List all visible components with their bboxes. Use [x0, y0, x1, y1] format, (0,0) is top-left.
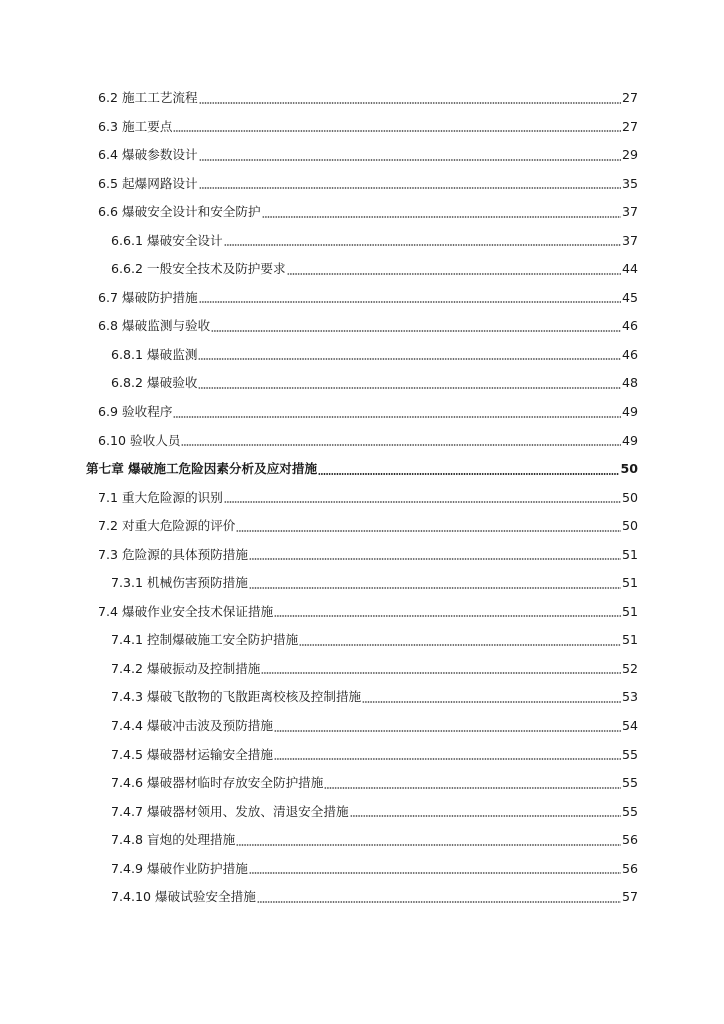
- toc-entry[interactable]: [0, 170, 724, 199]
- toc-entry-page-number: 51: [621, 546, 638, 562]
- toc-entry[interactable]: [0, 284, 724, 313]
- toc-entry-title: 6.5 起爆网路设计: [98, 175, 198, 191]
- toc-entry-title: 6.2 施工工艺流程: [98, 89, 198, 105]
- toc-entry-title: 7.4.8 盲炮的处理措施: [111, 832, 236, 848]
- dot-leader: [198, 350, 621, 360]
- toc-entry-page-number: 55: [621, 746, 638, 762]
- toc-chapter-entry[interactable]: [0, 455, 724, 484]
- toc-entry[interactable]: [0, 741, 724, 770]
- dot-leader: [224, 236, 621, 246]
- toc-entry-page-number: 35: [621, 175, 638, 191]
- dot-leader: [181, 436, 621, 446]
- dot-leader: [257, 893, 621, 903]
- toc-entry[interactable]: [0, 312, 724, 341]
- toc-entry[interactable]: [0, 255, 724, 284]
- toc-entry-page-number: 27: [621, 89, 638, 105]
- toc-entry[interactable]: [0, 598, 724, 627]
- toc-entry[interactable]: [0, 427, 724, 456]
- dot-leader: [274, 722, 621, 732]
- dot-leader: [199, 94, 621, 104]
- toc-entry-title: 7.4.4 爆破冲击波及预防措施: [111, 718, 273, 733]
- toc-entry-title: 6.8.1 爆破监测: [111, 346, 198, 362]
- toc-entry[interactable]: [0, 855, 724, 884]
- toc-entry-page-number: 27: [621, 118, 638, 134]
- toc-entry-title: 6.3 施工要点: [98, 118, 173, 134]
- toc-entry-page-number: 49: [621, 432, 638, 448]
- toc-entry-title: 7.1 重大危险源的识别: [98, 489, 223, 505]
- toc-entry[interactable]: [0, 712, 724, 741]
- toc-entry-page-number: 44: [621, 261, 638, 277]
- toc-entry[interactable]: [0, 398, 724, 427]
- dot-leader: [211, 322, 621, 332]
- dot-leader: [274, 750, 621, 760]
- toc-entry-page-number: 51: [621, 575, 638, 591]
- toc-entry[interactable]: [0, 626, 724, 655]
- toc-entry[interactable]: [0, 683, 724, 712]
- toc-entry[interactable]: [0, 569, 724, 598]
- toc-entry-page-number: 55: [621, 803, 638, 819]
- toc-entry[interactable]: [0, 84, 724, 113]
- dot-leader: [173, 408, 621, 418]
- toc-entry[interactable]: [0, 826, 724, 855]
- dot-leader: [198, 379, 621, 389]
- dot-leader: [318, 465, 619, 475]
- toc-entry-title: 7.4 爆破作业安全技术保证措施: [98, 603, 274, 619]
- toc-entry-title: 6.4 爆破参数设计: [98, 147, 198, 163]
- dot-leader: [199, 293, 621, 303]
- toc-entry-page-number: 48: [621, 375, 638, 391]
- toc-entry-page-number: 53: [621, 689, 638, 705]
- toc-entry-title: 7.4.1 控制爆破施工安全防护措施: [111, 632, 299, 648]
- dot-leader: [249, 864, 621, 874]
- toc-entry-title: 7.4.5 爆破器材运输安全措施: [111, 746, 273, 762]
- toc-entry-page-number: 55: [621, 775, 638, 791]
- dot-leader: [224, 493, 621, 503]
- toc-entry[interactable]: [0, 227, 724, 256]
- dot-leader: [249, 579, 621, 589]
- toc-entry-page-number: 50: [621, 489, 638, 505]
- toc-entry-title: 7.3 危险源的具体预防措施: [98, 546, 248, 562]
- toc-entry-page-number: 52: [621, 660, 638, 676]
- toc-entry-page-number: 56: [621, 860, 638, 876]
- toc-entry-title: 7.4.3 爆破飞散物的飞散距离校核及控制措施: [111, 689, 362, 705]
- toc-entry-page-number: 37: [621, 204, 638, 220]
- toc-entry[interactable]: [0, 141, 724, 170]
- dot-leader: [236, 522, 621, 532]
- toc-entry-title: 6.8 爆破监测与验收: [98, 318, 211, 334]
- toc-entry[interactable]: [0, 512, 724, 541]
- toc-entry-page-number: 57: [621, 889, 638, 905]
- toc-entry[interactable]: [0, 113, 724, 142]
- toc-entry-title: 7.4.2 爆破振动及控制措施: [111, 660, 261, 676]
- toc-entry-title: 7.2 对重大危险源的评价: [98, 518, 236, 534]
- toc-entry-title: 6.8.2 爆破验收: [111, 375, 198, 391]
- dot-leader: [262, 208, 621, 218]
- toc-entry-title: 7.4.7 爆破器材领用、发放、清退安全措施: [111, 803, 349, 819]
- toc-entry-page-number: 49: [621, 403, 638, 419]
- toc-entry[interactable]: [0, 798, 724, 827]
- toc-entry-title: 6.6.2 一般安全技术及防护要求: [111, 261, 286, 277]
- toc-entry-title: 6.9 验收程序: [98, 403, 173, 419]
- toc-entry-title: 6.6.1 爆破安全设计: [111, 232, 223, 248]
- dot-leader: [261, 664, 621, 674]
- dot-leader: [287, 265, 621, 275]
- toc-entry[interactable]: [0, 769, 724, 798]
- toc-entry-page-number: 45: [621, 289, 638, 305]
- toc-entry-page-number: 50: [621, 518, 638, 534]
- toc-entry-title: 6.10 验收人员: [98, 432, 181, 448]
- dot-leader: [249, 550, 621, 560]
- toc-entry-page-number: 37: [621, 232, 638, 248]
- toc-entry-page-number: 56: [621, 832, 638, 848]
- table-of-contents: [0, 84, 724, 912]
- toc-entry-page-number: 54: [621, 718, 638, 733]
- toc-entry-title: 第七章 爆破施工危险因素分析及应对措施: [86, 461, 318, 477]
- dot-leader: [324, 779, 621, 789]
- toc-entry[interactable]: [0, 198, 724, 227]
- toc-entry-title: 7.4.6 爆破器材临时存放安全防护措施: [111, 775, 324, 791]
- toc-entry-title: 6.7 爆破防护措施: [98, 289, 198, 305]
- toc-entry-page-number: 51: [621, 632, 638, 648]
- toc-entry-page-number: 46: [621, 346, 638, 362]
- toc-entry[interactable]: [0, 341, 724, 370]
- toc-entry[interactable]: [0, 541, 724, 570]
- dot-leader: [199, 179, 621, 189]
- toc-entry-page-number: 50: [620, 461, 638, 477]
- toc-entry[interactable]: [0, 484, 724, 513]
- toc-entry-title: 6.6 爆破安全设计和安全防护: [98, 204, 261, 220]
- dot-leader: [199, 151, 621, 161]
- dot-leader: [173, 122, 621, 132]
- toc-entry[interactable]: [0, 369, 724, 398]
- toc-entry-page-number: 46: [621, 318, 638, 334]
- dot-leader: [362, 693, 621, 703]
- toc-entry-page-number: 51: [621, 603, 638, 619]
- dot-leader: [350, 807, 621, 817]
- toc-entry[interactable]: [0, 655, 724, 684]
- toc-entry-title: 7.4.10 爆破试验安全措施: [111, 889, 256, 905]
- dot-leader: [274, 607, 621, 617]
- dot-leader: [236, 836, 621, 846]
- toc-entry-title: 7.4.9 爆破作业防护措施: [111, 860, 248, 876]
- dot-leader: [299, 636, 621, 646]
- toc-entry-title: 7.3.1 机械伤害预防措施: [111, 575, 248, 591]
- toc-entry-page-number: 29: [621, 147, 638, 163]
- toc-entry[interactable]: [0, 883, 724, 912]
